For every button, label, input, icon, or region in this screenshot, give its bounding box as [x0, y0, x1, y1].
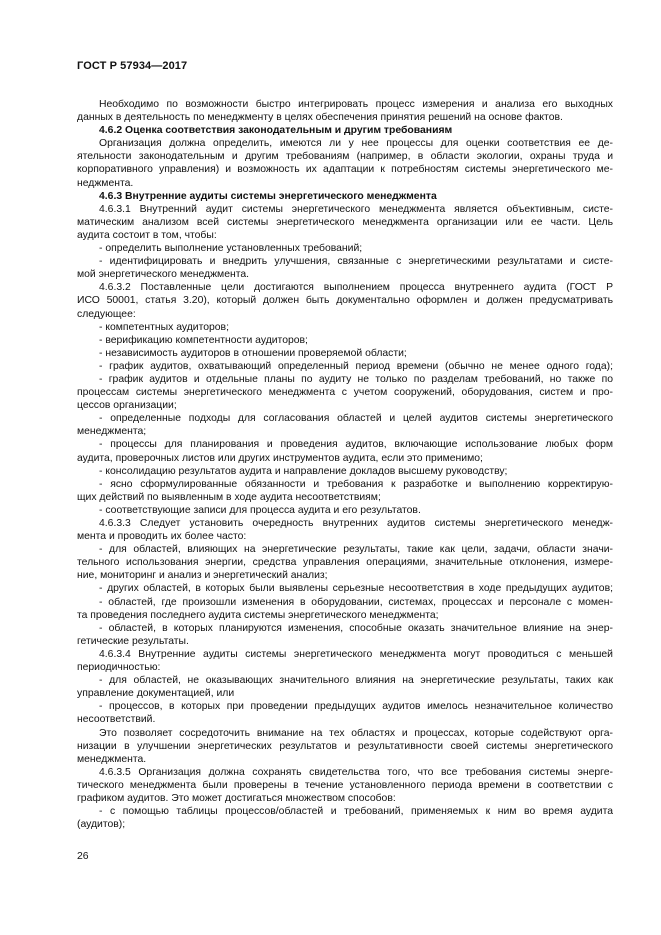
text-line: - областей, в которых планируются изменения, способные оказать значительное влияние на энер- — [99, 622, 613, 634]
text-line: - для областей, влияющих на энергетические результаты, такие как цели, задачи, области значи- — [99, 544, 613, 556]
text-line: мента и проводить их более часто: — [77, 531, 247, 543]
text-line: ятельности законодательным и другим требованиям (например, в области экологии, охраны труда и — [77, 151, 613, 163]
text-line: аудита, проверочных листов или других инструментов аудита, если это применимо; — [77, 452, 483, 464]
page-number: 26 — [77, 851, 89, 862]
text-line: та проведения последнего аудита системы энергетического менеджмента; — [77, 609, 439, 621]
text-line: данных в деятельность по менеджменту в целях обеспечения принятия решений на основе фактов. — [77, 112, 563, 124]
text-line: мой энергетического менеджмента. — [77, 269, 250, 281]
text-line: - определить выполнение установленных требований; — [99, 243, 363, 255]
text-line: ние, мониторинг и анализ и энергетический анализ; — [77, 570, 328, 582]
text-line: управление документацией, или — [77, 688, 235, 700]
text-line: - областей, где произошли изменения в оборудовании, системах, процессах и персонале с момен- — [99, 596, 613, 608]
text-line: щих действий по выявленным в ходе аудита несоответствиям; — [77, 491, 381, 503]
text-line: 4.6.3.3 Следует установить очередность внутренних аудитов системы энергетического менедж- — [99, 518, 613, 529]
text-line: - определенные подходы для согласования областей и целей аудитов системы энергетического — [99, 413, 613, 425]
text-line: Необходимо по возможности быстро интегрировать процесс измерения и анализа его выходных — [99, 99, 613, 110]
text-line: - идентифицировать и внедрить улучшения, связанные с энергетическими результатами и систе- — [99, 256, 613, 268]
text-line: графиком аудитов. Это может достигаться множеством способов: — [77, 792, 396, 804]
text-line: - соответствующие записи для процесса аудита и его результатов. — [99, 504, 421, 516]
text-line: цессов организации; — [77, 400, 177, 412]
text-line: корпоративного управления) и возможность их адаптации к потребностям системы энергетического ме- — [77, 164, 613, 176]
text-line: - других областей, в которых были выявлены серьезные несоответствия в ходе предыдущих аудитов; — [99, 583, 613, 595]
text-line: - с помощью таблицы процессов/областей и требований, применяемых к ним во время аудита — [99, 806, 613, 818]
text-line: - график аудитов и отдельные планы по аудиту не только по разделам требований, но также по — [99, 373, 613, 385]
text-line: тельного использования энергии, средства управления операциями, значительные отклонения, измере- — [77, 557, 613, 569]
text-line: - независимость аудиторов в отношении проверяемой области; — [99, 347, 407, 359]
text-line: - график аудитов, охватывающий определенный период времени (обычно не менее одного года); — [99, 360, 613, 372]
text-line: - процессы для планирования и проведения аудитов, включающие использование любых форм — [99, 439, 613, 451]
text-line: ИСО 50001, статья 3.20), который должен быть документально оформлен и должен предусматривать — [77, 295, 613, 307]
text-line: гетические результаты. — [77, 635, 189, 647]
text-line: - ясно сформулированные обязанности и требования к разработке и выполнению корректирую- — [99, 478, 613, 490]
text-line: - верификацию компетентности аудиторов; — [99, 334, 308, 346]
text-line: 4.6.3.1 Внутренний аудит системы энергетического менеджмента является объективным, систе- — [99, 203, 613, 215]
text-line: следующее: — [77, 308, 136, 320]
text-line: периодичностью: — [77, 662, 161, 674]
text-line: низации в улучшении энергетических результатов и результативности своей системы энергетического — [77, 740, 613, 752]
text-line: матическим анализом всей системы энергетического менеджмента организации или ее части. Цель — [77, 216, 613, 228]
text-line: менеджмента. — [77, 753, 147, 765]
text-line: Организация должна определить, имеются ли у нее процессы для оценки соответствия ее де- — [99, 138, 613, 150]
standard-code-header: ГОСТ Р 57934—2017 — [77, 60, 188, 72]
text-line: - процессов, в которых при проведении предыдущих аудитов имелось незначительное количество — [99, 701, 613, 713]
text-line: - компетентных аудиторов; — [99, 321, 229, 333]
text-line: несоответствий. — [77, 714, 156, 726]
text-line: менеджмента; — [77, 426, 147, 438]
text-line: Это позволяет сосредоточить внимание на тех областях и процессах, которые содействуют орга- — [99, 727, 613, 739]
document-body — [77, 98, 613, 831]
text-line: - для областей, не оказывающих значительного влияния на энергетические результаты, таких как — [99, 675, 613, 687]
text-line: 4.6.2 Оценка соответствия законодательным и другим требованиям — [99, 125, 453, 137]
text-line: аудита состоит в том, чтобы: — [77, 229, 217, 241]
text-line: - консолидацию результатов аудита и направление докладов высшему руководству; — [99, 465, 508, 477]
text-line: 4.6.3 Внутренние аудиты системы энергетического менеджмента — [99, 190, 437, 202]
text-line: 4.6.3.4 Внутренние аудиты системы энергетического менеджмента могут проводиться с меньшей — [99, 648, 613, 660]
text-line: тического менеджмента были проверены в течение установленного периода времени в соответствии с — [77, 779, 613, 791]
text-line: неджмента. — [77, 177, 134, 189]
text-line: процессам системы энергетического менеджмента с учетом сооружений, оборудования, систем и про- — [77, 387, 613, 399]
text-line: 4.6.3.2 Поставленные цели достигаются выполнением процесса внутреннего аудита (ГОСТ Р — [99, 282, 613, 294]
text-line: (аудитов); — [77, 819, 126, 831]
text-line: 4.6.3.5 Организация должна сохранять свидетельства того, что все требования системы энерге- — [99, 766, 613, 778]
